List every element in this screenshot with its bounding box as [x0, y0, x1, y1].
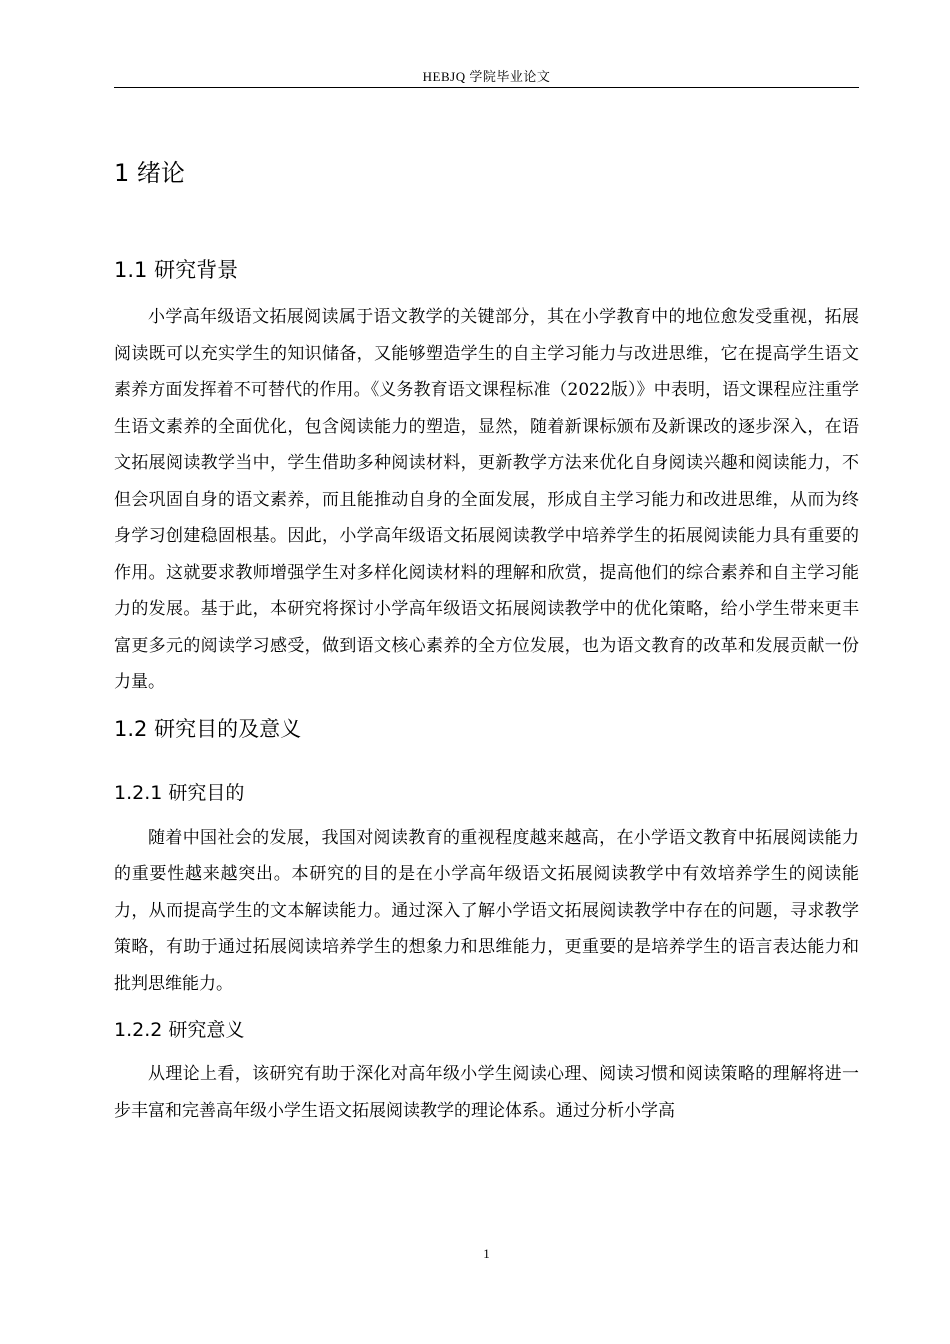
paragraph-research-purpose: 随着中国社会的发展，我国对阅读教育的重视程度越来越高，在小学语文教育中拓展阅读能力的重要性越来越突出。本研究的目的是在小学高年级语文拓展阅读教学中有效培养学生的阅读能力，从而提高学生的文本解读能力。通过深入了解小学语文拓展阅读教学中存在的问题，寻求教学策略，有助于通过拓展阅读培养学生的想象力和思维能力，更重要的是培养学生的语言表达能力和批判思维能力。: [114, 827, 859, 994]
page-number: 1: [483, 1246, 490, 1261]
section-title-purpose-significance: 1.2 研究目的及意义: [114, 716, 302, 741]
document-body: [114, 150, 859, 1129]
chapter-title: 1 绪论: [114, 159, 185, 187]
paragraph-research-background: 小学高年级语文拓展阅读属于语文教学的关键部分，其在小学教育中的地位愈发受重视，拓展阅读既可以充实学生的知识储备，又能够塑造学生的自主学习能力与改进思维，它在提高学生语文素养方面发挥着不可替代的作用。《义务教育语文课程标准（2022版）》中表明，语文课程应注重学生语文素养的全面优化，包含阅读能力的塑造，显然，随着新课标颁布及新课改的逐步深入，在语文拓展阅读教学当中，学生借助多种阅读材料，更新教学方法来优化自身阅读兴趣和阅读能力，不但会巩固自身的语文素养，而且能推动自身的全面发展，形成自主学习能力和改进思维，从而为终身学习创建稳固根基。因此，小学高年级语文拓展阅读教学中培养学生的拓展阅读能力具有重要的作用。这就要求教师增强学生对多样化阅读材料的理解和欣赏，提高他们的综合素养和自主学习能力的发展。基于此，本研究将探讨小学高年级语文拓展阅读教学中的优化策略，给小学生带来更丰富更多元的阅读学习感受，做到语文核心素养的全方位发展，也为语文教育的改革和发展贡献一份力量。: [114, 307, 859, 692]
section-title-research-background: 1.1 研究背景: [114, 258, 239, 282]
header-divider: [114, 87, 859, 88]
paragraph-research-significance: 从理论上看，该研究有助于深化对高年级小学生阅读心理、阅读习惯和阅读策略的理解将进一步丰富和完善高年级小学生语文拓展阅读教学的理论体系。通过分析小学高: [114, 1064, 859, 1121]
subsection-title-research-significance: 1.2.2 研究意义: [114, 1019, 245, 1041]
subsection-title-research-purpose: 1.2.1 研究目的: [114, 781, 245, 804]
page-header-title: HEBJQ 学院毕业论文: [422, 69, 551, 84]
